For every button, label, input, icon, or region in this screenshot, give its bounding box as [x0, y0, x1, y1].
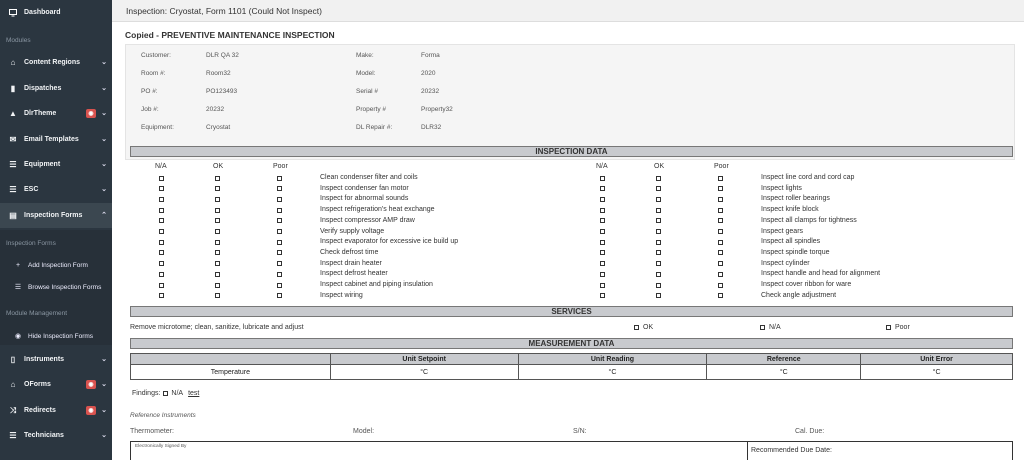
inspection-item-label: Inspect cover ribbon for ware [761, 281, 852, 288]
document-icon: ▤ [9, 211, 17, 220]
info-label: PO #: [141, 88, 158, 95]
sidebar-item-label: DlrTheme [24, 110, 57, 117]
inspection-item-label: Inspect handle and head for alignment [761, 270, 881, 278]
list-icon: ☰ [9, 185, 17, 194]
header-bar [112, 0, 1024, 22]
checkbox-ok[interactable] [656, 186, 661, 191]
service-option-poor[interactable] [886, 324, 910, 331]
recommended-due-date-box[interactable] [747, 441, 1013, 460]
services-task: Remove microtome; clean, sanitize, lubricate and adjust [130, 324, 304, 331]
table-header: Reference [707, 354, 861, 365]
sidebar-item-label: Instruments [24, 356, 65, 363]
eye-icon[interactable]: ◉ [86, 380, 96, 389]
checkbox-ok[interactable] [656, 208, 661, 213]
inspection-item-label: Inspect refrigeration's heat exchange [320, 206, 435, 214]
table-header: Unit Reading [518, 354, 707, 365]
sitemap-icon: ⌂ [10, 380, 16, 389]
findings-label: Findings: [132, 390, 161, 397]
chevron-down-icon: ⌄ [101, 161, 107, 168]
checkbox-ok[interactable] [656, 283, 661, 288]
sidebar-section-module-management: Module Management [6, 310, 68, 317]
info-label: Property # [356, 106, 386, 113]
checkbox-ok[interactable] [656, 176, 661, 181]
info-value: Cryostat [206, 124, 231, 131]
checkbox-poor[interactable] [718, 250, 723, 255]
checkbox-na[interactable] [600, 261, 605, 266]
form-title: Copied - PREVENTIVE MAINTENANCE INSPECTION [125, 30, 335, 40]
service-option-ok[interactable] [634, 324, 653, 331]
inspection-item-label: Inspect line cord and cord cap [761, 174, 855, 181]
chevron-down-icon: ⌄ [101, 356, 107, 363]
inspection-item-label: Inspect cylinder [761, 259, 810, 267]
checkbox-poor[interactable] [277, 229, 282, 234]
checkbox-poor[interactable] [277, 208, 282, 213]
checkbox-ok[interactable] [215, 218, 220, 223]
inspection-data-heading: INSPECTION DATA [130, 146, 1013, 157]
checkbox-poor[interactable] [277, 261, 282, 266]
findings [132, 390, 199, 397]
checkbox-na[interactable] [159, 283, 164, 288]
checkbox-ok[interactable] [656, 293, 661, 298]
checkbox-poor[interactable] [718, 272, 723, 277]
checkbox-poor[interactable] [718, 283, 723, 288]
option-label: OK [643, 324, 654, 331]
sidebar-item-label: Redirects [24, 407, 56, 414]
checkbox-na[interactable] [159, 218, 164, 223]
sidebar-item-label: Email Templates [24, 136, 79, 143]
checkbox-na[interactable] [159, 229, 164, 234]
checkbox-poor[interactable] [277, 293, 282, 298]
checkbox-ok[interactable] [656, 272, 661, 277]
checkbox-na[interactable] [600, 272, 605, 277]
checkbox-ok[interactable] [656, 218, 661, 223]
checkbox[interactable] [634, 325, 639, 330]
inspection-item-label: Inspect gears [761, 227, 804, 235]
table-cell: Temperature [131, 365, 331, 380]
inspection-item-label: Clean condenser filter and coils [320, 174, 418, 181]
checkbox-ok[interactable] [215, 272, 220, 277]
page-title: Inspection: Cryostat, Form 1101 (Could Not Inspect) [126, 6, 322, 16]
checkbox-poor[interactable] [277, 186, 282, 191]
sidebar-item-oforms[interactable] [0, 372, 112, 397]
col-na-left: N/A [155, 163, 167, 170]
thermometer-icon: ▯ [10, 355, 16, 364]
inspection-item-label: Check angle adjustment [761, 291, 837, 299]
sidebar-subitem-label: Add Inspection Form [28, 261, 88, 269]
option-label: N/A [769, 324, 781, 331]
sidebar-subitem-label: Browse Inspection Forms [28, 283, 102, 291]
inspection-item-label: Inspect wiring [320, 291, 363, 299]
checkbox-poor[interactable] [277, 197, 282, 202]
checkbox-ok[interactable] [215, 208, 220, 213]
sidebar-item-label: Inspection Forms [24, 212, 83, 219]
sidebar-submenu [0, 230, 112, 345]
inspection-item-label: Inspect condenser fan motor [320, 184, 409, 192]
checkbox-poor[interactable] [718, 293, 723, 298]
sidebar-item-esc[interactable] [0, 177, 112, 202]
list-icon: ☰ [9, 160, 17, 169]
sidebar [0, 0, 112, 460]
checkbox-na[interactable] [159, 293, 164, 298]
col-na-right: N/A [596, 163, 608, 170]
info-label: Make: [356, 52, 374, 59]
info-value: Property32 [421, 106, 453, 113]
info-value: Forma [421, 52, 440, 59]
reference-instruments-title: Reference Instruments [130, 412, 196, 419]
checkbox-poor[interactable] [718, 186, 723, 191]
checkbox-na[interactable] [600, 186, 605, 191]
inspection-item-label: Check defrost time [320, 248, 379, 256]
sidebar-item-email-templates[interactable] [0, 127, 112, 152]
checkbox-na[interactable] [159, 176, 164, 181]
inspection-item-label: Inspect lights [761, 184, 802, 192]
inspection-item-label: Inspect for abnormal sounds [320, 195, 409, 203]
info-value: DLR32 [421, 124, 442, 131]
measurement-table [130, 353, 1013, 380]
info-value: 20232 [206, 106, 225, 113]
warning-icon: ▲ [9, 109, 17, 118]
sidebar-item-dashboard[interactable] [0, 0, 112, 25]
table-cell[interactable]: °C [330, 365, 518, 380]
sidebar-section-modules: Modules [6, 37, 31, 44]
checkbox-poor[interactable] [277, 240, 282, 245]
info-value: 20232 [421, 88, 440, 95]
option-label: Poor [895, 324, 910, 331]
checkbox-ok[interactable] [656, 197, 661, 202]
sitemap-icon: ⌂ [10, 58, 16, 67]
sidebar-item-inspection-forms[interactable] [0, 203, 112, 228]
checkbox-poor[interactable] [277, 250, 282, 255]
info-value: DLR QA 32 [206, 52, 239, 59]
inspection-item-label: Inspect knife block [761, 206, 819, 214]
checkbox-poor[interactable] [277, 176, 282, 181]
sidebar-item-instruments[interactable] [0, 347, 112, 372]
inspection-item-label: Verify supply voltage [320, 227, 385, 235]
services-heading: SERVICES [130, 306, 1013, 317]
table-row [131, 365, 1013, 380]
inspection-item-label: Inspect roller bearings [761, 195, 830, 203]
info-value: PO123493 [206, 88, 238, 95]
sn-label: S/N: [573, 428, 587, 435]
sidebar-item-label: OForms [24, 381, 51, 388]
chevron-down-icon: ⌄ [101, 59, 107, 66]
equipment-info-box [125, 44, 1015, 160]
list-icon: ☰ [9, 431, 17, 440]
col-ok-right: OK [654, 163, 665, 170]
signature-box[interactable] [130, 441, 748, 460]
sidebar-item-equipment[interactable] [0, 152, 112, 177]
sidebar-item-label: ESC [24, 186, 39, 193]
checkbox-na[interactable] [600, 208, 605, 213]
info-label: Job #: [141, 106, 159, 113]
checkbox-poor[interactable] [277, 272, 282, 277]
info-value: 2020 [421, 70, 436, 77]
info-label: Equipment: [141, 124, 174, 131]
sidebar-item-label: Equipment [24, 161, 61, 168]
checkbox-na[interactable] [600, 197, 605, 202]
table-cell[interactable]: °C [861, 365, 1013, 380]
checkbox-ok[interactable] [215, 240, 220, 245]
checkbox-poor[interactable] [718, 208, 723, 213]
info-label: Serial # [356, 88, 379, 95]
chevron-down-icon: ⌄ [101, 407, 107, 414]
sidebar-subitem-label: Hide Inspection Forms [28, 332, 94, 340]
checkbox-ok[interactable] [215, 197, 220, 202]
model-label: Model: [353, 428, 375, 435]
checkbox-na[interactable] [600, 176, 605, 181]
cal-due-label: Cal. Due: [795, 428, 825, 435]
checkbox-poor[interactable] [718, 218, 723, 223]
shuffle-icon: ⤨ [9, 405, 17, 415]
info-value: Room32 [206, 70, 231, 77]
sidebar-item-label: Dashboard [24, 9, 61, 16]
sidebar-item-technicians[interactable] [0, 423, 112, 448]
checkbox-na[interactable] [159, 186, 164, 191]
sidebar-item-dispatches[interactable] [0, 76, 112, 101]
checkbox-na[interactable] [600, 293, 605, 298]
col-ok-left: OK [213, 163, 224, 170]
checkbox-poor[interactable] [718, 197, 723, 202]
checkbox-na[interactable] [600, 240, 605, 245]
sidebar-item-dlrtheme[interactable] [0, 101, 112, 126]
checkbox-ok[interactable] [215, 229, 220, 234]
table-header: Unit Error [861, 354, 1013, 365]
inspection-item-label: Inspect defrost heater [320, 270, 388, 278]
col-poor-right: Poor [714, 163, 729, 170]
inspection-item-label: Inspect cabinet and piping insulation [320, 281, 433, 288]
plus-icon: + [15, 261, 21, 269]
measurement-data-heading: MEASUREMENT DATA [130, 338, 1013, 349]
checkbox-ok[interactable] [215, 186, 220, 191]
inspection-item-label: Inspect drain heater [320, 259, 382, 267]
checkbox-poor[interactable] [277, 218, 282, 223]
sidebar-item-label: Content Regions [24, 59, 80, 66]
checkbox-ok[interactable] [656, 250, 661, 255]
sidebar-item-content-regions[interactable] [0, 50, 112, 75]
service-option-na[interactable] [760, 324, 781, 331]
monitor-icon [9, 9, 17, 17]
eye-icon: ◉ [14, 333, 22, 340]
checkbox-na[interactable] [159, 250, 164, 255]
sidebar-item-label: Technicians [24, 432, 64, 439]
signature-label: Electronically Signed By [135, 444, 187, 449]
recommended-due-date-label: Recommended Due Date: [751, 447, 832, 454]
checkbox-poor[interactable] [277, 283, 282, 288]
col-poor-left: Poor [273, 163, 288, 170]
checkbox-na[interactable] [159, 208, 164, 213]
chevron-down-icon: ⌄ [101, 85, 107, 92]
sidebar-subitem-browse-inspection-forms[interactable] [0, 277, 112, 297]
chevron-down-icon: ⌄ [101, 432, 107, 439]
eye-icon[interactable]: ◉ [86, 109, 96, 118]
checkbox[interactable] [760, 325, 765, 330]
inspection-item-label: Inspect all spindles [761, 238, 821, 246]
info-label: Model: [356, 70, 376, 77]
inspection-item-label: Inspect compressor AMP draw [320, 216, 415, 224]
table-header: Unit Setpoint [330, 354, 518, 365]
sidebar-item-label: Dispatches [24, 85, 62, 92]
info-label: DL Repair #: [356, 124, 393, 131]
chevron-down-icon: ⌄ [101, 136, 107, 143]
checkbox-na[interactable] [600, 283, 605, 288]
checkbox-na[interactable] [600, 229, 605, 234]
chevron-up-icon: ⌃ [101, 212, 107, 219]
checkbox[interactable] [886, 325, 891, 330]
checkbox-poor[interactable] [718, 240, 723, 245]
checkbox-ok[interactable] [215, 283, 220, 288]
chevron-down-icon: ⌄ [101, 381, 107, 388]
checkbox-na[interactable] [159, 197, 164, 202]
inspection-item-label: Inspect spindle torque [761, 248, 830, 256]
checkbox-ok[interactable] [656, 229, 661, 234]
info-label: Customer: [141, 52, 171, 59]
inspection-item-label: Inspect evaporator for excessive ice build up [320, 238, 459, 246]
checkbox-ok[interactable] [215, 261, 220, 266]
checkbox-poor[interactable] [718, 229, 723, 234]
checkbox-ok[interactable] [215, 293, 220, 298]
sidebar-section-inspection-forms: Inspection Forms [6, 240, 56, 247]
checkbox-ok[interactable] [215, 250, 220, 255]
findings-na-label: N/A [171, 390, 184, 397]
sidebar-subitem-hide-inspection-forms[interactable] [0, 326, 112, 346]
checkbox-na[interactable] [159, 261, 164, 266]
chevron-down-icon: ⌄ [101, 186, 107, 193]
checkbox-ok[interactable] [656, 261, 661, 266]
main-content [118, 22, 1024, 460]
findings-value[interactable]: test [188, 390, 200, 397]
checkbox-ok[interactable] [215, 176, 220, 181]
sidebar-subitem-add-inspection-form[interactable] [0, 255, 112, 275]
checkbox-na[interactable] [159, 272, 164, 277]
checkbox-poor[interactable] [718, 261, 723, 266]
checkbox-na[interactable] [600, 218, 605, 223]
truck-icon: ▮ [10, 84, 16, 93]
table-cell[interactable]: °C [518, 365, 707, 380]
checkbox-na[interactable] [600, 250, 605, 255]
chevron-down-icon: ⌄ [101, 110, 107, 117]
table-header [131, 354, 331, 365]
checkbox-na[interactable] [159, 240, 164, 245]
inspection-item-label: Inspect all clamps for tightness [761, 216, 857, 224]
eye-icon[interactable]: ◉ [86, 406, 96, 415]
thermometer-label: Thermometer: [130, 428, 174, 435]
list-icon: ☰ [14, 284, 22, 291]
findings-na-checkbox[interactable] [163, 391, 168, 396]
envelope-icon: ✉ [9, 135, 17, 144]
checkbox-poor[interactable] [718, 176, 723, 181]
sidebar-item-redirects[interactable] [0, 398, 112, 423]
info-label: Room #: [141, 70, 166, 77]
table-cell[interactable]: °C [707, 365, 861, 380]
checkbox-ok[interactable] [656, 240, 661, 245]
